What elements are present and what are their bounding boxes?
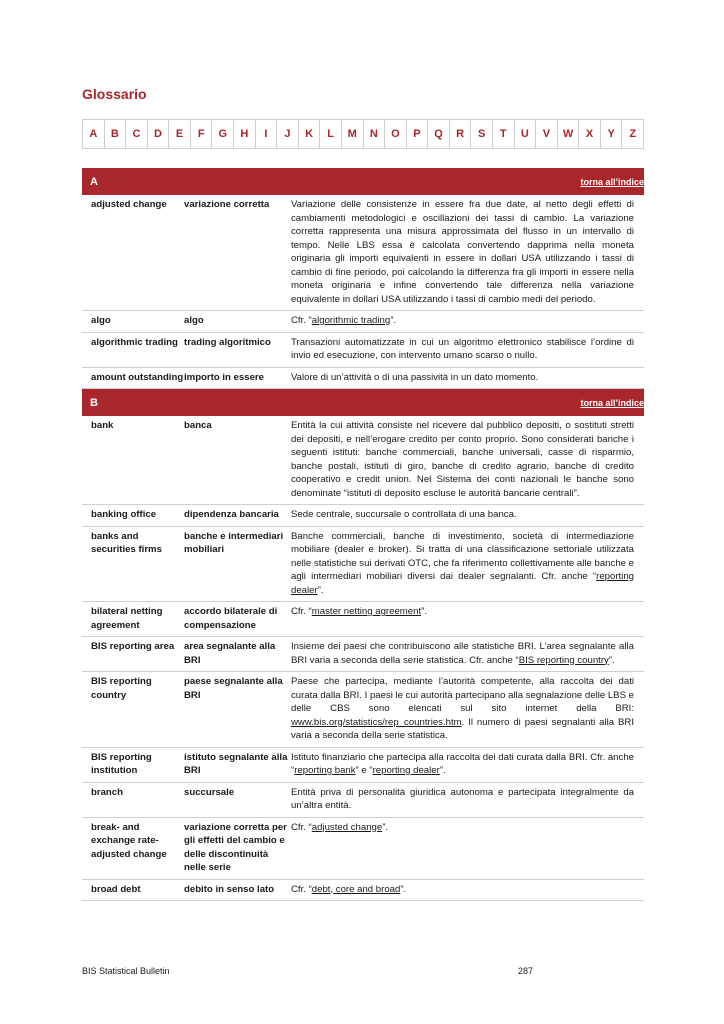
alphabet-index — [82, 119, 644, 149]
glossary-entry — [82, 602, 644, 637]
alphabet-link-r[interactable]: R — [450, 120, 472, 148]
term-italian: trading algoritmico — [184, 336, 271, 348]
alphabet-link-c[interactable]: C — [126, 120, 148, 148]
glossary-table — [82, 168, 644, 901]
term-italian: variazione corretta per gli effetti del cambio e delle discontinuità nelle serie — [184, 821, 287, 873]
alphabet-link-p[interactable]: P — [407, 120, 429, 148]
alphabet-link-i[interactable]: I — [256, 120, 278, 148]
term-italian: paese segnalante alla BRI — [184, 676, 283, 701]
definition-text: . Il numero di paesi segnalanti alla BRI varia a seconda della serie statistica. — [291, 716, 634, 741]
cross-reference-link[interactable]: reporting dealer — [291, 571, 634, 596]
term-definition — [291, 314, 634, 328]
term-definition — [291, 675, 634, 743]
term-english: bank — [91, 420, 114, 431]
term-english: adjusted change — [91, 199, 167, 210]
alphabet-link-e[interactable]: E — [169, 120, 191, 148]
term-definition: Transazioni automatizzate in cui un algoritmo elettronico stabilisce l’ordine di invio ed esecuzione, con intervento umano scarso o nullo. — [291, 336, 634, 361]
definition-text: ”. — [382, 821, 389, 833]
alphabet-link-s[interactable]: S — [471, 120, 493, 148]
definition-text: ” e “ — [355, 765, 373, 776]
definition-text: Paese che partecipa, mediante l’autorità competente, alla raccolta dei dati curata dalla BRI. I paesi le cui autorità partecipano alla segnalazione delle LBS e delle CBS sono elencati sul sito internet della BRI: — [291, 676, 634, 714]
alphabet-link-q[interactable]: Q — [428, 120, 450, 148]
glossary-entry — [82, 783, 644, 818]
term-english: banks and securities firms — [91, 530, 162, 555]
alphabet-link-t[interactable]: T — [493, 120, 515, 148]
footer-page-number: 287 — [518, 966, 534, 976]
cross-reference-link[interactable]: debt, core and broad — [311, 883, 401, 895]
term-english: banking office — [91, 509, 157, 520]
term-definition — [291, 530, 634, 598]
term-english: algorithmic trading — [91, 336, 178, 348]
footer-publication: BIS Statistical Bulletin — [82, 966, 170, 976]
term-italian: banche e intermediari mobiliari — [184, 530, 284, 555]
alphabet-link-o[interactable]: O — [385, 120, 407, 148]
term-definition: Sede centrale, succursale o controllata di una banca. — [291, 509, 517, 520]
alphabet-link-k[interactable]: K — [299, 120, 321, 148]
section-header-a — [82, 168, 644, 195]
alphabet-link-u[interactable]: U — [515, 120, 537, 148]
glossary-entry — [82, 416, 644, 505]
term-italian: debito in senso lato — [184, 883, 275, 895]
alphabet-link-h[interactable]: H — [234, 120, 256, 148]
section-letter: A — [90, 175, 98, 188]
term-definition — [291, 821, 634, 875]
term-definition: Entità la cui attività consiste nel ricevere dal pubblico depositi, o sostituti stretti dei depositi, e nell’erogare credito per conto proprio. Sono considerati banche i seguenti istituti: banche commerciali, banche universali, casse di risparmio, banche postali, istituti di giro, banche di credito agrario, banche di credito cooperativo e credit union. Nel Sistema dei conti nazionali le banche sono denominate “istituti di deposito escluse le autorità bancarie centrali”. — [291, 420, 634, 499]
term-english: break- and exchange rate-adjusted change — [91, 821, 167, 860]
definition-text: Cfr. “ — [291, 606, 312, 617]
cross-reference-link[interactable]: algorithmic trading — [311, 315, 391, 326]
alphabet-link-d[interactable]: D — [148, 120, 170, 148]
alphabet-link-l[interactable]: L — [320, 120, 342, 148]
page-title: Glossario — [82, 86, 147, 102]
glossary-entry — [82, 505, 644, 527]
term-definition — [291, 605, 634, 632]
alphabet-link-y[interactable]: Y — [601, 120, 623, 148]
term-english: BIS reporting institution — [91, 751, 152, 776]
cross-reference-link[interactable]: BIS reporting country — [518, 654, 609, 666]
term-english: broad debt — [91, 883, 141, 895]
alphabet-link-b[interactable]: B — [105, 120, 127, 148]
alphabet-link-j[interactable]: J — [277, 120, 299, 148]
glossary-entry — [82, 527, 644, 603]
definition-text: ”. — [400, 883, 407, 895]
term-definition: Entità priva di personalità giuridica autonoma e partecipata integralmente da un’altra entità. — [291, 786, 634, 811]
term-italian: dipendenza bancaria — [184, 509, 279, 520]
term-english: bilateral netting agreement — [91, 606, 163, 631]
glossary-entry — [82, 195, 644, 311]
alphabet-link-f[interactable]: F — [191, 120, 213, 148]
back-to-index-link[interactable]: torna all’indice — [580, 397, 644, 408]
glossary-entry — [82, 368, 644, 390]
glossary-entry — [82, 880, 644, 902]
alphabet-link-v[interactable]: V — [536, 120, 558, 148]
definition-text: ”. — [421, 606, 427, 617]
alphabet-link-a[interactable]: A — [82, 120, 105, 148]
term-english: algo — [91, 315, 111, 326]
term-definition: Valore di un’attività o di una passività in un dato momento. — [291, 371, 539, 383]
cross-reference-link[interactable]: master netting agreement — [311, 606, 422, 617]
term-definition — [291, 883, 634, 897]
definition-text: Insieme dei paesi che contribuiscono alle statistiche BRI. L’area segnalante alla BRI varia a seconda della serie statistica. Cfr. anche “ — [291, 641, 634, 666]
cross-reference-link[interactable]: reporting dealer — [372, 765, 440, 776]
definition-text: Banche commerciali, banche di investimento, società di intermediazione mobiliare (dealer e broker). Si tratta di una classificazione settoriale utilizzata nelle statistiche sui derivati OTC, che fa riferimento collettivamente alle banche e agli intermediari mobiliari diversi dai dealer segnalanti. Cfr. anche “ — [291, 530, 634, 582]
section-letter: B — [90, 396, 98, 409]
alphabet-link-n[interactable]: N — [364, 120, 386, 148]
term-definition — [291, 751, 634, 778]
alphabet-link-m[interactable]: M — [342, 120, 364, 148]
term-english: BIS reporting area — [91, 641, 175, 652]
definition-text: ”. — [439, 765, 446, 776]
glossary-entry — [82, 672, 644, 748]
term-italian: area segnalante alla BRI — [184, 641, 276, 666]
alphabet-link-g[interactable]: G — [212, 120, 234, 148]
definition-text: Cfr. “ — [291, 883, 312, 895]
term-english: amount outstanding — [91, 371, 184, 383]
glossary-entry — [82, 637, 644, 672]
definition-text: ”. — [317, 584, 324, 596]
term-italian: banca — [184, 420, 212, 431]
alphabet-link-w[interactable]: W — [558, 120, 580, 148]
term-italian: accordo bilaterale di compensazione — [184, 606, 278, 631]
definition-text: ”. — [390, 315, 397, 326]
back-to-index-link[interactable]: torna all’indice — [580, 176, 644, 187]
glossary-entry — [82, 818, 644, 880]
definition-text: Cfr. “ — [291, 315, 312, 326]
definition-text: ”. — [608, 654, 615, 666]
term-italian: variazione corretta — [184, 199, 270, 210]
cross-reference-link[interactable]: reporting bank — [294, 765, 356, 776]
definition-text: Cfr. “ — [291, 821, 312, 833]
cross-reference-link[interactable]: www.bis.org/statistics/rep_countries.htm — [291, 716, 462, 728]
glossary-entry — [82, 311, 644, 333]
alphabet-link-z[interactable]: Z — [622, 120, 644, 148]
section-header-b — [82, 389, 644, 416]
term-english: branch — [91, 786, 123, 798]
term-definition — [291, 640, 634, 667]
definition-text: Istituto finanziario che partecipa alla raccolta dei dati curata dalla BRI. Cfr. anche “ — [291, 751, 634, 776]
term-english: BIS reporting country — [91, 676, 152, 701]
term-italian: algo — [184, 315, 204, 326]
alphabet-link-x[interactable]: X — [579, 120, 601, 148]
glossary-entry — [82, 748, 644, 783]
term-definition: Variazione delle consistenze in essere fra due date, al netto degli effetti di cambiamenti metodologici e oscillazioni dei tassi di cambio. La variazione corretta rappresenta una misura approssimata del flusso in un intervallo di tempo. Nelle LBS essa è calcolata convertendo dapprima nella moneta originaria gli importi equivalenti in essere in dollari USA utilizzando i tassi di cambio di fine periodo, poi calcolando la differenza fra gli importi in essere nella moneta originaria e infine convertendo tale differenza nella variazione equivalente in dollari USA utilizzando i tassi di cambio medi del periodo. — [291, 199, 634, 305]
term-italian: istituto segnalante alla BRI — [184, 751, 288, 776]
glossary-entry — [82, 333, 644, 368]
term-italian: importo in essere — [184, 371, 264, 383]
term-italian: succursale — [184, 786, 235, 798]
cross-reference-link[interactable]: adjusted change — [311, 821, 383, 833]
